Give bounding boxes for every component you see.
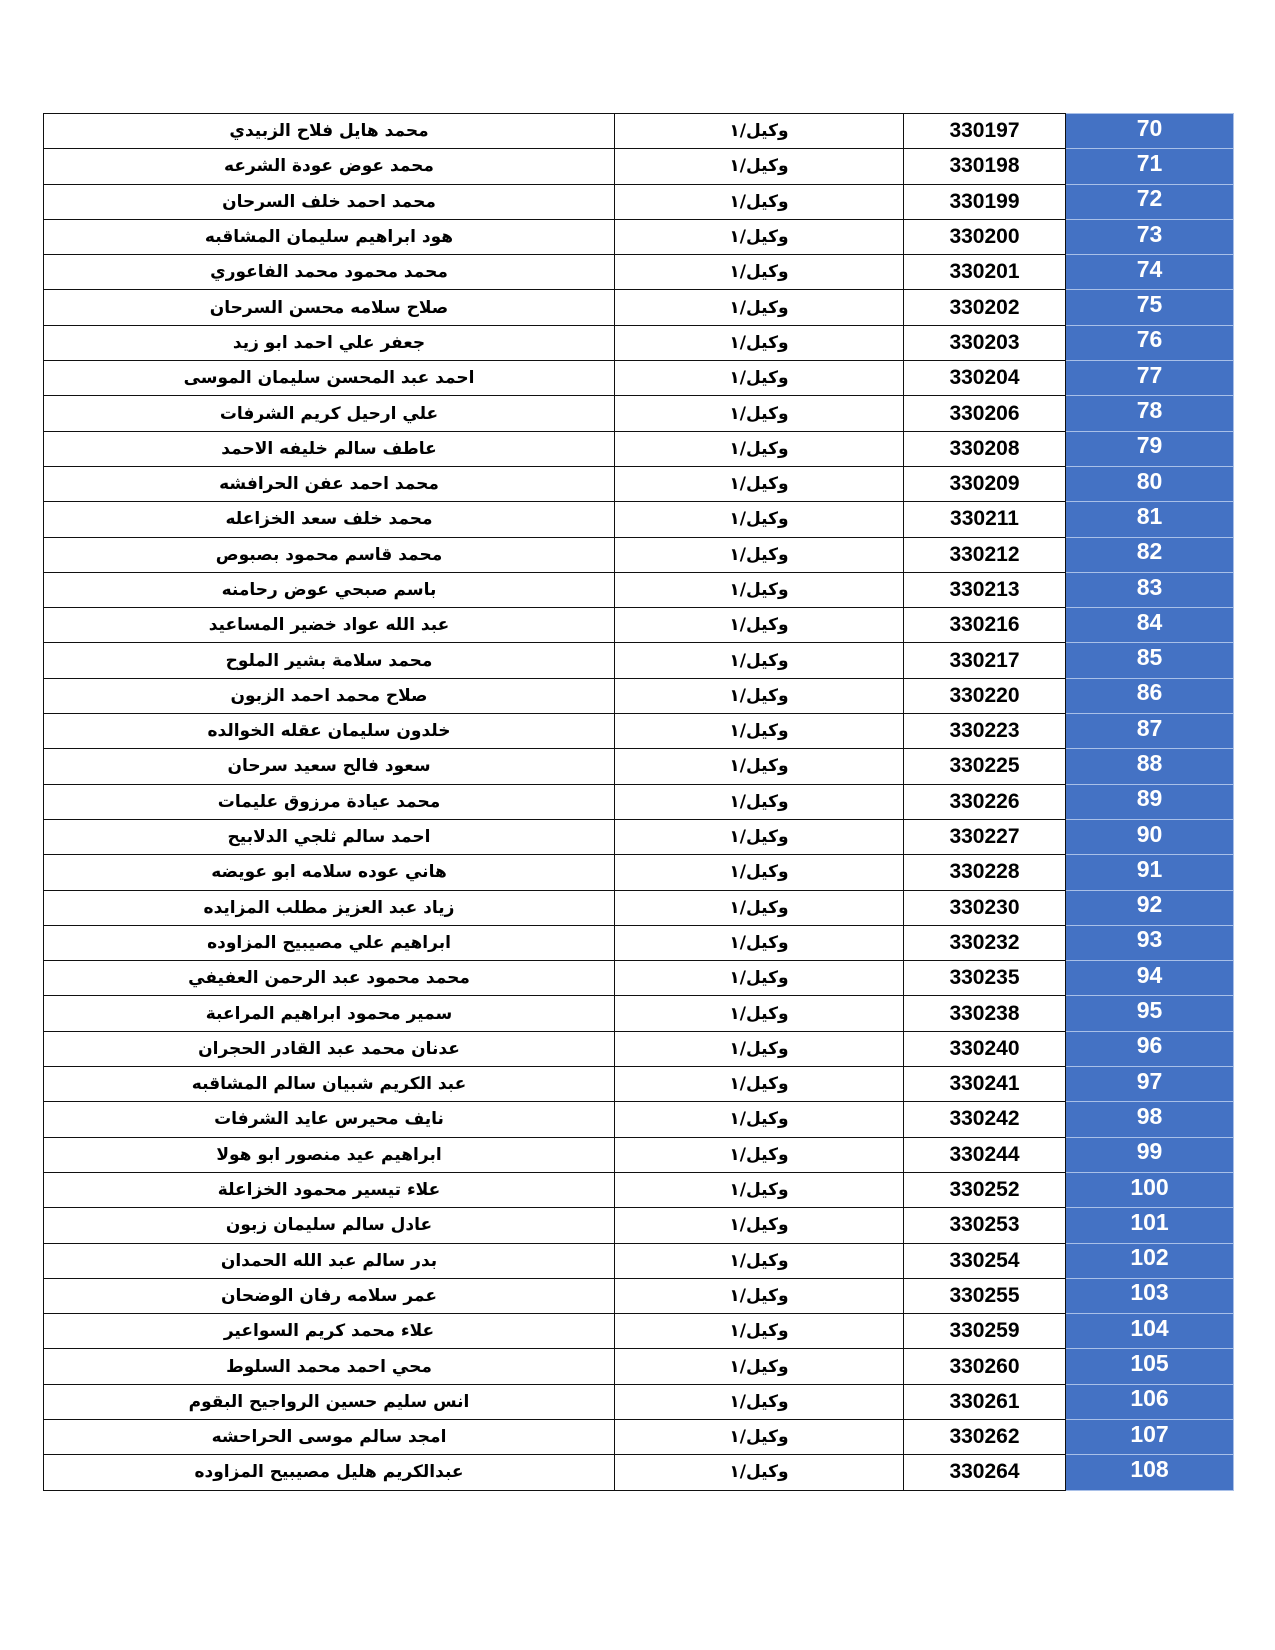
rank-cell: وكيل/١: [615, 1243, 904, 1278]
name-cell: هود ابراهيم سليمان المشاقبه: [44, 219, 615, 254]
table-row: [44, 502, 1234, 537]
name-cell: محمد عيادة مرزوق عليمات: [44, 784, 615, 819]
row-number-cell: 102: [1066, 1243, 1234, 1278]
name-cell: امجد سالم موسى الحراحشه: [44, 1419, 615, 1454]
rank-cell: وكيل/١: [615, 1349, 904, 1384]
rank-cell: وكيل/١: [615, 643, 904, 678]
table-row: [44, 1455, 1234, 1490]
rank-cell: وكيل/١: [615, 784, 904, 819]
row-number-cell: 71: [1066, 149, 1234, 184]
table-row: [44, 855, 1234, 890]
row-number-cell: 86: [1066, 678, 1234, 713]
rank-cell: وكيل/١: [615, 1067, 904, 1102]
id-cell: 330212: [904, 537, 1066, 572]
table-body: [44, 114, 1234, 1491]
name-cell: محمد سلامة بشير الملوح: [44, 643, 615, 678]
table-row: [44, 925, 1234, 960]
row-number-cell: 90: [1066, 819, 1234, 854]
name-cell: احمد سالم ثلجي الدلابيح: [44, 819, 615, 854]
rank-cell: وكيل/١: [615, 290, 904, 325]
row-number-cell: 89: [1066, 784, 1234, 819]
rank-cell: وكيل/١: [615, 114, 904, 149]
rank-cell: وكيل/١: [615, 1172, 904, 1207]
table-row: [44, 290, 1234, 325]
id-cell: 330198: [904, 149, 1066, 184]
name-cell: علي ارحيل كريم الشرفات: [44, 396, 615, 431]
name-cell: محمد احمد عفن الحرافشه: [44, 466, 615, 501]
row-number-cell: 106: [1066, 1384, 1234, 1419]
table-row: [44, 361, 1234, 396]
rank-cell: وكيل/١: [615, 572, 904, 607]
rank-cell: وكيل/١: [615, 996, 904, 1031]
table-row: [44, 149, 1234, 184]
row-number-cell: 87: [1066, 714, 1234, 749]
rank-cell: وكيل/١: [615, 431, 904, 466]
table-row: [44, 961, 1234, 996]
row-number-cell: 101: [1066, 1208, 1234, 1243]
rank-cell: وكيل/١: [615, 1455, 904, 1490]
row-number-cell: 82: [1066, 537, 1234, 572]
table-row: [44, 1314, 1234, 1349]
id-cell: 330235: [904, 961, 1066, 996]
name-cell: جعفر علي احمد ابو زيد: [44, 325, 615, 360]
id-cell: 330255: [904, 1278, 1066, 1313]
rank-cell: وكيل/١: [615, 925, 904, 960]
id-cell: 330203: [904, 325, 1066, 360]
id-cell: 330202: [904, 290, 1066, 325]
rank-cell: وكيل/١: [615, 325, 904, 360]
table-row: [44, 996, 1234, 1031]
rank-cell: وكيل/١: [615, 608, 904, 643]
id-cell: 330204: [904, 361, 1066, 396]
id-cell: 330225: [904, 749, 1066, 784]
name-cell: ابراهيم عيد منصور ابو هولا: [44, 1137, 615, 1172]
rank-cell: وكيل/١: [615, 255, 904, 290]
row-number-cell: 91: [1066, 855, 1234, 890]
rank-cell: وكيل/١: [615, 396, 904, 431]
rank-cell: وكيل/١: [615, 184, 904, 219]
rank-cell: وكيل/١: [615, 1031, 904, 1066]
name-cell: احمد عبد المحسن سليمان الموسى: [44, 361, 615, 396]
table-row: [44, 678, 1234, 713]
row-number-cell: 74: [1066, 255, 1234, 290]
rank-cell: وكيل/١: [615, 714, 904, 749]
id-cell: 330223: [904, 714, 1066, 749]
name-cell: محمد محمود محمد الفاعوري: [44, 255, 615, 290]
row-number-cell: 78: [1066, 396, 1234, 431]
table-row: [44, 1278, 1234, 1313]
table-row: [44, 537, 1234, 572]
rank-cell: وكيل/١: [615, 819, 904, 854]
rank-cell: وكيل/١: [615, 1208, 904, 1243]
row-number-cell: 75: [1066, 290, 1234, 325]
name-cell: نايف محيرس عايد الشرفات: [44, 1102, 615, 1137]
id-cell: 330216: [904, 608, 1066, 643]
id-cell: 330264: [904, 1455, 1066, 1490]
name-cell: علاء تيسير محمود الخزاعلة: [44, 1172, 615, 1207]
row-number-cell: 88: [1066, 749, 1234, 784]
table-row: [44, 1172, 1234, 1207]
name-cell: عدنان محمد عبد القادر الحجران: [44, 1031, 615, 1066]
name-cell: عبد الكريم شبيان سالم المشاقبه: [44, 1067, 615, 1102]
name-cell: محمد هايل فلاح الزبيدي: [44, 114, 615, 149]
name-cell: عاطف سالم خليفه الاحمد: [44, 431, 615, 466]
row-number-cell: 73: [1066, 219, 1234, 254]
id-cell: 330208: [904, 431, 1066, 466]
table-row: [44, 431, 1234, 466]
id-cell: 330217: [904, 643, 1066, 678]
rank-cell: وكيل/١: [615, 361, 904, 396]
name-cell: محمد خلف سعد الخزاعله: [44, 502, 615, 537]
name-cell: ابراهيم علي مصيبيح المزاوده: [44, 925, 615, 960]
table-row: [44, 1067, 1234, 1102]
id-cell: 330228: [904, 855, 1066, 890]
table-row: [44, 1208, 1234, 1243]
table-row: [44, 714, 1234, 749]
id-cell: 330232: [904, 925, 1066, 960]
name-cell: محمد عوض عودة الشرعه: [44, 149, 615, 184]
name-cell: عمر سلامه رفان الوضحان: [44, 1278, 615, 1313]
id-cell: 330197: [904, 114, 1066, 149]
row-number-cell: 108: [1066, 1455, 1234, 1490]
rank-cell: وكيل/١: [615, 1278, 904, 1313]
name-cell: باسم صبحي عوض رحامنه: [44, 572, 615, 607]
table-row: [44, 890, 1234, 925]
row-number-cell: 99: [1066, 1137, 1234, 1172]
rank-cell: وكيل/١: [615, 749, 904, 784]
rank-cell: وكيل/١: [615, 1384, 904, 1419]
name-cell: علاء محمد كريم السواعير: [44, 1314, 615, 1349]
id-cell: 330206: [904, 396, 1066, 431]
table-row: [44, 608, 1234, 643]
name-cell: محمد احمد خلف السرحان: [44, 184, 615, 219]
row-number-cell: 105: [1066, 1349, 1234, 1384]
id-cell: 330241: [904, 1067, 1066, 1102]
name-cell: محي احمد محمد السلوط: [44, 1349, 615, 1384]
rank-cell: وكيل/١: [615, 890, 904, 925]
row-number-cell: 104: [1066, 1314, 1234, 1349]
row-number-cell: 72: [1066, 184, 1234, 219]
id-cell: 330220: [904, 678, 1066, 713]
name-cell: محمد محمود عبد الرحمن العفيفي: [44, 961, 615, 996]
rank-cell: وكيل/١: [615, 678, 904, 713]
table-row: [44, 466, 1234, 501]
id-cell: 330213: [904, 572, 1066, 607]
row-number-cell: 95: [1066, 996, 1234, 1031]
table-row: [44, 114, 1234, 149]
table-row: [44, 1031, 1234, 1066]
row-number-cell: 79: [1066, 431, 1234, 466]
rank-cell: وكيل/١: [615, 149, 904, 184]
table-row: [44, 819, 1234, 854]
row-number-cell: 77: [1066, 361, 1234, 396]
row-number-cell: 107: [1066, 1419, 1234, 1454]
rank-cell: وكيل/١: [615, 855, 904, 890]
id-cell: 330230: [904, 890, 1066, 925]
table-row: [44, 1384, 1234, 1419]
rank-cell: وكيل/١: [615, 466, 904, 501]
table-row: [44, 784, 1234, 819]
id-cell: 330200: [904, 219, 1066, 254]
name-cell: عادل سالم سليمان زبون: [44, 1208, 615, 1243]
table-row: [44, 184, 1234, 219]
name-cell: سمير محمود ابراهيم المراعبة: [44, 996, 615, 1031]
name-cell: صلاح سلامه محسن السرحان: [44, 290, 615, 325]
row-number-cell: 97: [1066, 1067, 1234, 1102]
row-number-cell: 81: [1066, 502, 1234, 537]
id-cell: 330227: [904, 819, 1066, 854]
id-cell: 330254: [904, 1243, 1066, 1278]
id-cell: 330226: [904, 784, 1066, 819]
id-cell: 330199: [904, 184, 1066, 219]
rank-cell: وكيل/١: [615, 1137, 904, 1172]
id-cell: 330238: [904, 996, 1066, 1031]
rank-cell: وكيل/١: [615, 219, 904, 254]
rank-cell: وكيل/١: [615, 1419, 904, 1454]
id-cell: 330201: [904, 255, 1066, 290]
table-row: [44, 749, 1234, 784]
row-number-cell: 100: [1066, 1172, 1234, 1207]
row-number-cell: 84: [1066, 608, 1234, 643]
id-cell: 330244: [904, 1137, 1066, 1172]
table-row: [44, 1137, 1234, 1172]
row-number-cell: 94: [1066, 961, 1234, 996]
id-cell: 330259: [904, 1314, 1066, 1349]
row-number-cell: 92: [1066, 890, 1234, 925]
name-cell: هاني عوده سلامه ابو عويضه: [44, 855, 615, 890]
row-number-cell: 98: [1066, 1102, 1234, 1137]
name-cell: عبدالكريم هليل مصيبيح المزاوده: [44, 1455, 615, 1490]
id-cell: 330242: [904, 1102, 1066, 1137]
rank-cell: وكيل/١: [615, 502, 904, 537]
table-row: [44, 219, 1234, 254]
name-cell: محمد قاسم محمود بصبوص: [44, 537, 615, 572]
id-cell: 330261: [904, 1384, 1066, 1419]
table-row: [44, 1102, 1234, 1137]
name-cell: سعود فالح سعيد سرحان: [44, 749, 615, 784]
row-number-cell: 103: [1066, 1278, 1234, 1313]
row-number-cell: 85: [1066, 643, 1234, 678]
name-cell: انس سليم حسين الرواجيح البقوم: [44, 1384, 615, 1419]
id-cell: 330252: [904, 1172, 1066, 1207]
rank-cell: وكيل/١: [615, 1102, 904, 1137]
id-cell: 330240: [904, 1031, 1066, 1066]
name-cell: بدر سالم عبد الله الحمدان: [44, 1243, 615, 1278]
id-cell: 330262: [904, 1419, 1066, 1454]
table-row: [44, 1419, 1234, 1454]
row-number-cell: 96: [1066, 1031, 1234, 1066]
row-number-cell: 76: [1066, 325, 1234, 360]
row-number-cell: 70: [1066, 114, 1234, 149]
table-row: [44, 255, 1234, 290]
personnel-table: [43, 113, 1234, 1491]
rank-cell: وكيل/١: [615, 961, 904, 996]
table-row: [44, 396, 1234, 431]
row-number-cell: 93: [1066, 925, 1234, 960]
id-cell: 330260: [904, 1349, 1066, 1384]
id-cell: 330253: [904, 1208, 1066, 1243]
table-row: [44, 325, 1234, 360]
name-cell: صلاح محمد احمد الزبون: [44, 678, 615, 713]
id-cell: 330209: [904, 466, 1066, 501]
table-row: [44, 643, 1234, 678]
table-row: [44, 1243, 1234, 1278]
id-cell: 330211: [904, 502, 1066, 537]
table-row: [44, 1349, 1234, 1384]
table-row: [44, 572, 1234, 607]
row-number-cell: 83: [1066, 572, 1234, 607]
name-cell: زياد عبد العزيز مطلب المزايده: [44, 890, 615, 925]
name-cell: خلدون سليمان عقله الخوالده: [44, 714, 615, 749]
name-cell: عبد الله عواد خضير المساعيد: [44, 608, 615, 643]
rank-cell: وكيل/١: [615, 537, 904, 572]
row-number-cell: 80: [1066, 466, 1234, 501]
rank-cell: وكيل/١: [615, 1314, 904, 1349]
